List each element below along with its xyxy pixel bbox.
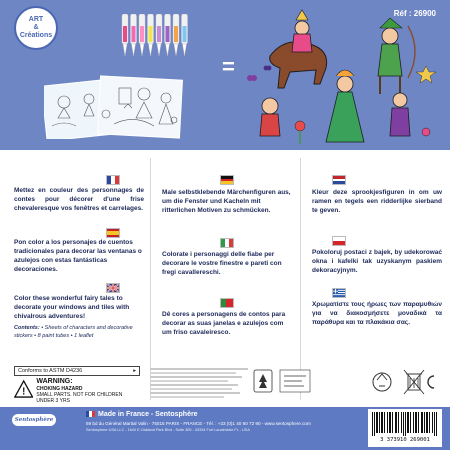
flag-netherlands-icon (332, 175, 346, 185)
flag-greece-icon (332, 288, 346, 298)
text-block-es (14, 238, 144, 274)
contents-list (14, 325, 144, 340)
flag-italy-icon (220, 238, 234, 248)
flag-portugal-icon (220, 298, 234, 308)
astm-text: Conforms to ASTM D4236 (18, 368, 83, 374)
description-en: Color these wonderful fairy tales to decorate your windows and tiles with chivalrous adventures! (14, 295, 130, 320)
description-nl: Kleur deze sprookjesfiguren in om uw ramen en tegels een ridderlijke sierband te geven. (312, 189, 442, 214)
contents-label: Contents: (14, 325, 40, 331)
fsc-logo (254, 370, 272, 392)
certification-symbols (252, 366, 442, 406)
flag-germany-icon (220, 175, 234, 185)
warning-text (36, 378, 134, 408)
flag-poland-icon (332, 236, 346, 246)
equals-icon: = (222, 54, 235, 79)
text-block-en (14, 294, 144, 340)
text-block-nl (312, 188, 442, 215)
logo-line-2: & (33, 24, 39, 31)
choking-hazard-warning (14, 378, 134, 408)
text-block-pt (162, 310, 292, 337)
flag-france-icon (106, 175, 120, 185)
description-it: Colorate i personaggi delle fiabe per decorare le vostre finestre e pareti con fregi cavallereschi. (162, 251, 282, 276)
warning-title: WARNING: (36, 378, 73, 385)
barcode-bars (368, 409, 442, 437)
flag-spain-icon (106, 228, 120, 238)
astm-conformity-label (14, 366, 140, 376)
text-block-el (312, 300, 442, 327)
svg-text:!: ! (22, 386, 26, 398)
barcode-number: 3 373910 269001 (380, 437, 430, 443)
fairy-tale-characters-illustration (240, 6, 440, 146)
logo-line-3: Créations (19, 32, 53, 39)
company-address: 59 bd du Général Martial Valin - 75015 PARIS - FRANCE - Tél. : +33 (0)1 40 60 72 90 - www.sentosphere.com (86, 421, 311, 426)
barcode (368, 409, 442, 447)
ce-mark-icon (428, 376, 434, 388)
text-block-it (162, 250, 292, 277)
recycling-icon (373, 373, 391, 391)
text-block-pl (312, 248, 442, 275)
made-in-france (86, 411, 198, 418)
text-block-de (162, 188, 292, 215)
description-fr: Mettez en couleur des personnages de contes pour décorer d'une frise chevaleresque vos fenêtres et carrelages. (14, 187, 144, 212)
flag-france-small-icon (86, 411, 95, 417)
flag-uk-icon (106, 283, 120, 293)
description-es: Pon color a los personajes de cuentos tradicionales para decorar las ventanas o azulejos con estas fantásticas decoraciones. (14, 239, 142, 273)
description-el: Χρωματίστε τους ήρωες των παραμυθιών για να διακοσμήσετε μοναδικά τα παράθυρα και τα πλακάκια σας. (312, 301, 442, 326)
product-reference: Réf : 26900 (393, 9, 436, 18)
arrow-icon: ▸ (133, 368, 136, 374)
description-de: Male selbstklebende Märchenfiguren aus, um die Fenster und Kacheln mit ritterlichen Motiven zu schmücken. (162, 189, 291, 214)
warning-triangle-icon (14, 378, 33, 400)
mixed-paper-logo (280, 370, 310, 392)
column-divider (300, 158, 301, 400)
bin-icon (404, 370, 424, 394)
description-pl: Pokoloruj postaci z bajek, by udekorować okna i kafelki tak uzyskanym paskiem dekoracyjnym. (312, 249, 442, 274)
sticker-sheets-image (44, 74, 184, 139)
sentosphere-logo: Sentosphère (12, 414, 56, 426)
contents-items: • Sheets of characters and decorative stickers • 8 paint tubes • 1 leaflet (14, 325, 133, 339)
text-block-fr (14, 186, 144, 213)
multilingual-warnings-fine-print (150, 366, 248, 406)
description-pt: Dê cores a personagens de contos para decorar as suas janelas e azulejos com um friso cavaleiresco. (162, 311, 286, 336)
paint-tubes-image (120, 14, 190, 59)
art-creations-logo (14, 6, 58, 50)
warning-subtitle: CHOKING HAZARD (36, 386, 83, 392)
company-address-us: Sentosphere USA LLC - 1640 E Oakland Park Blvd - Suite 305 - 33334 Fort Lauderdale FL - USA (86, 428, 250, 432)
made-in-text: Made in France - Sentosphère (98, 411, 198, 418)
warning-details: SMALL PARTS. NOT FOR CHILDREN UNDER 3 YRS (36, 392, 123, 404)
column-divider (150, 158, 151, 400)
logo-line-1: ART (28, 16, 44, 23)
